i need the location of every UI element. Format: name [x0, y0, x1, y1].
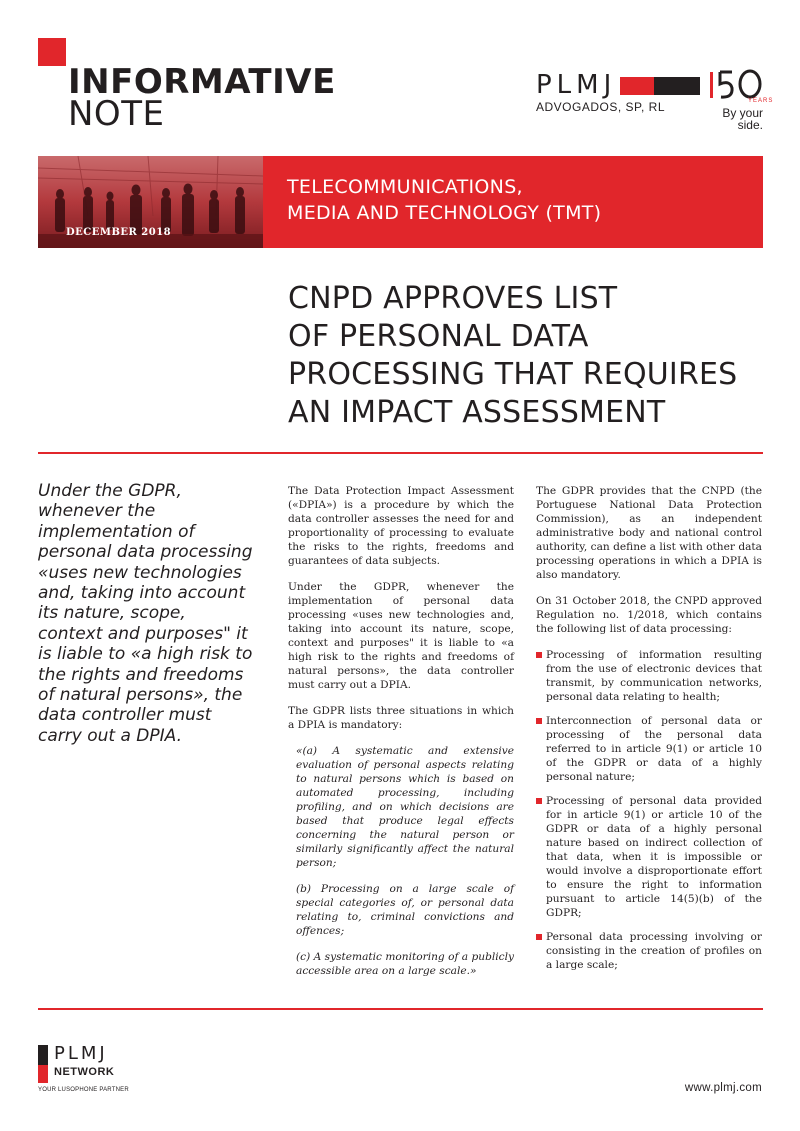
footer-divider — [38, 1008, 763, 1010]
bullet-icon — [536, 652, 542, 658]
banner-photo — [38, 156, 263, 248]
firm-subtitle: ADVOGADOS, SP, RL — [536, 100, 665, 114]
document-type-title — [68, 62, 336, 134]
headline-line-4: AN IMPACT ASSESSMENT — [288, 395, 666, 430]
body-column-2 — [536, 484, 762, 982]
list-item — [536, 930, 762, 972]
bullet-icon — [536, 798, 542, 804]
quoted-paragraph: (c) A systematic monitoring of a publicly accessible area on a large scale.» — [296, 951, 514, 977]
list-item-text: Interconnection of personal data or processing of the personal data referred to in article 9(1) or article 10 of the GDPR or data of a highly personal nature; — [546, 715, 762, 783]
anniversary-logo — [708, 66, 774, 132]
processing-list — [536, 648, 762, 972]
quoted-paragraph: (b) Processing on a large scale of special categories of, or personal data relating to, criminal convictions and offences; — [296, 883, 514, 937]
title-line-1: INFORMATIVE — [68, 62, 336, 102]
paragraph: The GDPR lists three situations in which a DPIA is mandatory: — [288, 705, 514, 731]
list-item — [536, 794, 762, 920]
network-tagline: YOUR LUSOPHONE PARTNER — [38, 1087, 129, 1093]
paragraph: On 31 October 2018, the CNPD approved Regulation no. 1/2018, which contains the following list of data processing: — [536, 595, 762, 635]
paragraph: The GDPR provides that the CNPD (the Portuguese National Data Protection Commission), as an independent administrative body and national control authority, can define a list with other data processing operations in which a DPIA is also mandatory. — [536, 485, 762, 581]
practice-area-banner — [263, 156, 763, 248]
body-column-1 — [288, 484, 514, 990]
bullet-icon — [536, 934, 542, 940]
list-item-text: Processing of personal data provided for in article 9(1) or article 10 of the GDPR or data of a highly personal nature based on indirect collection of that data, when it is impossible or would involve a disproportionate effort to ensure the right to information pursuant to article 14(5)(b) of the GDPR; — [546, 795, 762, 919]
headline-line-3: PROCESSING THAT REQUIRES — [288, 357, 738, 392]
publication-date: DECEMBER 2018 — [66, 227, 172, 238]
headline-line-1: CNPD APPROVES LIST — [288, 281, 618, 316]
headline-line-2: OF PERSONAL DATA — [288, 319, 589, 354]
tagline-line-2: side. — [737, 118, 763, 132]
website-link[interactable]: www.plmj.com — [684, 1082, 762, 1094]
practice-area-line-2: MEDIA AND TECHNOLOGY (TMT) — [287, 202, 602, 224]
list-item-text: Processing of information resulting from the use of electronic devices that transmit, by communication networks, personal data relating to health; — [546, 649, 762, 703]
bullet-icon — [536, 718, 542, 724]
list-item — [536, 648, 762, 704]
pull-quote: Under the GDPR, whenever the implementation of personal data processing «uses new technologies and, taking into account its nature, scope, context and purposes" it is liable to «a high risk to the rights and freedoms of natural persons», the data controller must carry out a DPIA. — [38, 481, 253, 746]
plmj-logo-text: PLMJ — [536, 70, 617, 100]
article-headline — [288, 280, 778, 432]
anniversary-years-label: YEARS — [748, 98, 774, 104]
network-label: NETWORK — [54, 1066, 115, 1078]
brand-red-square — [38, 38, 66, 66]
tagline — [713, 107, 763, 131]
practice-area-line-1: TELECOMMUNICATIONS, — [287, 176, 523, 198]
list-item — [536, 714, 762, 784]
paragraph: The Data Protection Impact Assessment («DPIA») is a procedure by which the data controller assesses the need for and proportionality of processing to evaluate the risks to the rights, freedoms and guarantees of data subjects. — [288, 485, 514, 567]
tagline-line-1: By your — [722, 106, 763, 120]
network-logo-text: PLMJ — [54, 1043, 108, 1064]
plmj-logo — [536, 70, 700, 100]
title-line-2: NOTE — [68, 94, 165, 134]
list-item-text: Personal data processing involving or consisting in the creation of profiles on a large scale; — [546, 931, 762, 971]
network-logo-bar — [38, 1045, 48, 1083]
paragraph: Under the GDPR, whenever the implementation of personal data processing «uses new technologies and, taking into account its nature, scope, context and purposes" it is liable to «a high risk to the rights and freedoms of natural persons», the data controller must carry out a DPIA. — [288, 581, 514, 691]
headline-divider — [38, 452, 763, 454]
plmj-logo-bar — [620, 77, 700, 95]
quoted-paragraph: «(a) A systematic and extensive evaluation of personal aspects relating to natural persons which is based on automated processing, including profiling, and on which decisions are based that produce legal effects concerning the natural person or similarly significantly affect the natural person; — [296, 745, 514, 869]
practice-area-title — [287, 174, 601, 226]
